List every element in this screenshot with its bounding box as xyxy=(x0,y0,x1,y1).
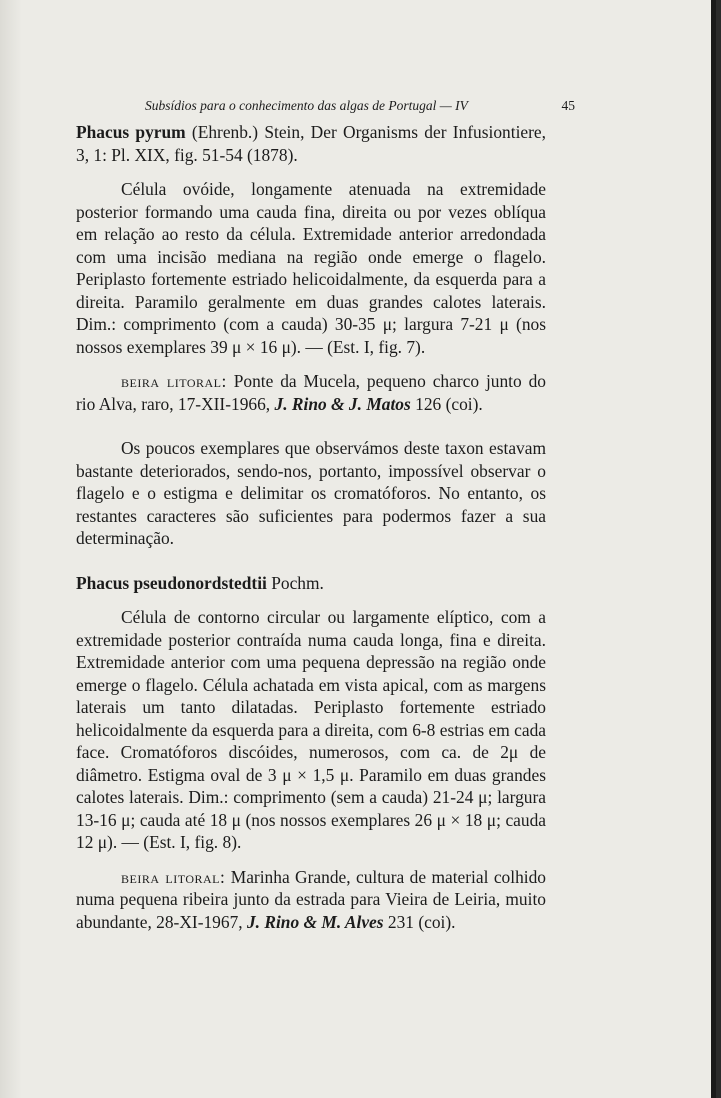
entry2-heading xyxy=(76,572,546,595)
page-gutter-shadow xyxy=(0,0,22,1098)
entry2-taxon-name: Phacus pseudonordstedtii xyxy=(76,572,267,593)
running-header-title: Subsídios para o conhecimento das algas de Portugal — IV xyxy=(145,98,468,113)
entry1-notes: Os poucos exemplares que observámos deste taxon estavam bastante deteriorados, sendo-nos, portanto, impossível observar o flagelo e o estigma e delimitar os cromatóforos. No entanto, os restantes caracteres são suficientes para podermos fazer a sua determinação. xyxy=(76,438,546,548)
entry1-locality-text: Ponte da Mucela, pequeno charco junto do rio Alva, raro, 17-XII-1966, xyxy=(76,371,546,414)
entry2-locality-text: Marinha Grande, cultura de material colhido numa pequena ribeira junto da estrada para Vieira de Leiria, muito abundante, 28-XI-1967, xyxy=(76,866,546,932)
body-text xyxy=(76,121,546,933)
entry1-taxon-name: Phacus pyrum xyxy=(76,122,186,142)
entry2-locality-label: beira litoral: xyxy=(121,866,226,887)
entry2-description: Célula de contorno circular ou largamente elíptico, com a extremidade posterior contraída numa cauda longa, fina e direita. Extremidade anterior com uma pequena depressão na região onde emerge o flagelo. Célula achatada em vista apical, com as margens laterais um tanto dilatadas. Periplasto fortemente estriado helicoidalmente da esquerda para a direita, com 6-8 estrias em cada face. Cromatóforos discóides, numerosos, com ca. de 2μ de diâmetro. Estigma oval de 3 μ × 1,5 μ. Paramilo em duas grandes calotes laterais. Dim.: comprimento (sem a cauda) 21-24 μ; largura 13-16 μ; cauda até 18 μ (nos nossos exemplares 26 μ × 18 μ; cauda 12 μ). — (Est. I, fig. 8). xyxy=(76,607,546,852)
entry1-citation: (Ehrenb.) Stein, Der Organisms der Infusiontiere, 3, 1: Pl. XIX, fig. 51-54 (1878). xyxy=(76,122,546,165)
entry1-description: Célula ovóide, longamente atenuada na extremidade posterior formando uma cauda fina, direita ou por vezes oblíqua em relação ao resto da célula. Extremidade anterior arredondada com uma incisão mediana na região onde emerge o flagelo. Periplasto fortemente estriado helicoidalmente, da esquerda para a direita. Paramilo geralmente em duas grandes calotes laterais. Dim.: comprimento (com a cauda) 30-35 μ; largura 7-21 μ (nos nossos exemplares 39 μ × 16 μ). — (Est. I, fig. 7). xyxy=(76,179,546,357)
entry1-collectors: J. Rino & J. Matos xyxy=(274,393,411,414)
entry2-herbarium: 231 (coi). xyxy=(387,911,456,932)
entry1-locality-label: beira litoral: xyxy=(121,371,227,391)
entry1-locality xyxy=(76,370,546,415)
page-edge xyxy=(711,0,716,1098)
entry2-citation: Pochm. xyxy=(271,572,324,593)
entry1-herbarium: 126 (coi). xyxy=(415,393,483,414)
page-number: 45 xyxy=(561,98,575,113)
entry2-locality xyxy=(76,866,546,934)
running-header xyxy=(145,98,575,114)
entry2-collectors: J. Rino & M. Alves xyxy=(246,911,384,932)
entry1-heading xyxy=(76,121,546,166)
